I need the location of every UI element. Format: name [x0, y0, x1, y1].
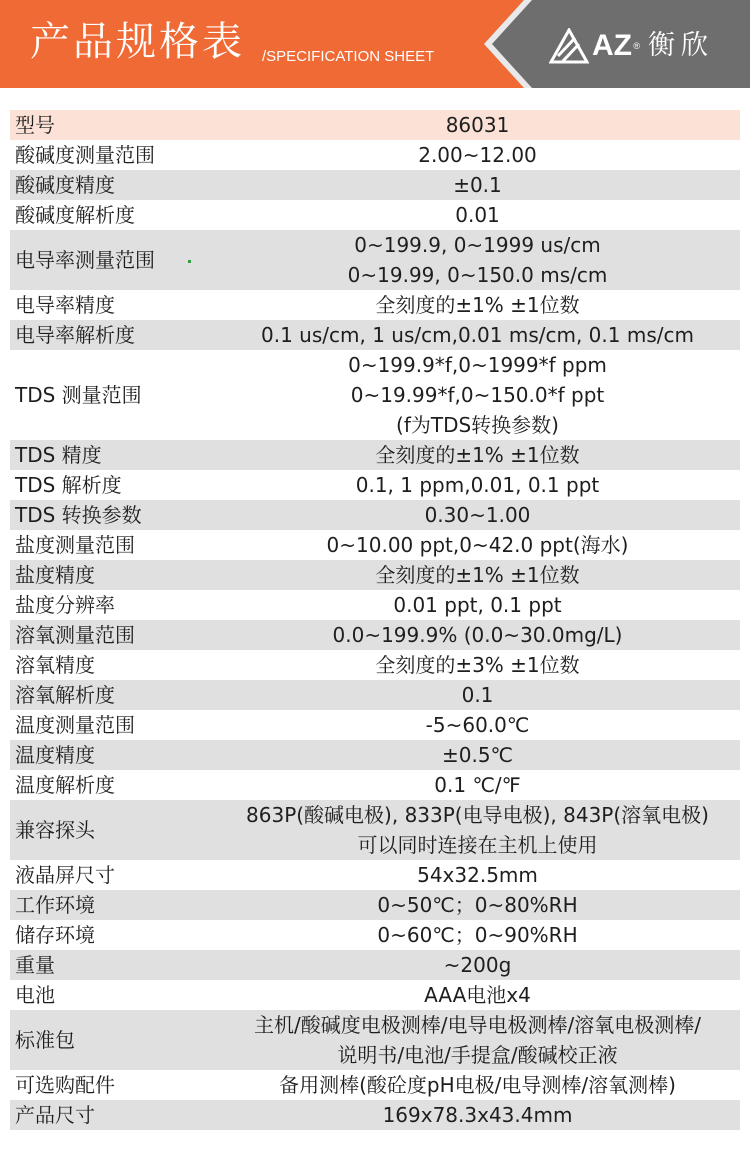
- spec-value: [215, 1070, 740, 1100]
- spec-label: 温度解析度: [15, 773, 115, 797]
- spec-label: 盐度分辨率: [15, 593, 115, 617]
- spec-row: [10, 170, 740, 200]
- spec-row: [10, 350, 740, 440]
- spec-value: [215, 770, 740, 800]
- spec-value-line: 86031: [445, 113, 510, 137]
- spec-label: TDS 精度: [15, 443, 102, 467]
- spec-value-line: 0.1 ℃/℉: [434, 773, 521, 797]
- page-title: 产品规格表: [30, 19, 245, 65]
- spec-row: [10, 710, 740, 740]
- spec-value-line: 说明书/电池/手提盒/酸碱校正液: [337, 1043, 618, 1067]
- spec-value: [215, 860, 740, 890]
- spec-label: 工作环境: [15, 893, 95, 917]
- spec-value-line: 0.01: [455, 203, 500, 227]
- spec-label: 标准包: [15, 1028, 75, 1052]
- spec-value: [215, 800, 740, 860]
- spec-value-line: AAA电池x4: [424, 983, 531, 1007]
- spec-value: [215, 500, 740, 530]
- spec-label: 兼容探头: [15, 818, 95, 842]
- spec-value-line: 0.01 ppt, 0.1 ppt: [393, 593, 562, 617]
- spec-value-line: 0~50℃；0~80%RH: [377, 893, 578, 917]
- spec-value-line: 全刻度的±1% ±1位数: [375, 443, 580, 467]
- spec-value-line: 0.1 us/cm, 1 us/cm,0.01 ms/cm, 0.1 ms/cm: [261, 323, 694, 347]
- spec-value-line: 全刻度的±1% ±1位数: [375, 293, 580, 317]
- spec-value-line: 169x78.3x43.4mm: [382, 1103, 573, 1127]
- spec-row: [10, 800, 740, 860]
- spec-row: [10, 680, 740, 710]
- spec-value-line: 54x32.5mm: [417, 863, 538, 887]
- spec-value: [215, 1100, 740, 1130]
- spec-label: 型号: [15, 113, 55, 137]
- spec-value: [215, 710, 740, 740]
- spec-value: [215, 590, 740, 620]
- spec-row: [10, 440, 740, 470]
- spec-row: [10, 740, 740, 770]
- spec-label: 重量: [15, 953, 55, 977]
- spec-value-line: 863P(酸碱电极), 833P(电导电极), 843P(溶氧电极): [246, 803, 709, 827]
- spec-value-line: (f为TDS转换参数): [396, 413, 559, 437]
- spec-value: [215, 230, 740, 290]
- spec-label: 温度测量范围: [15, 713, 135, 737]
- spec-value: [215, 290, 740, 320]
- spec-label: TDS 测量范围: [15, 383, 142, 407]
- spec-row: [10, 320, 740, 350]
- spec-value: [215, 950, 740, 980]
- spec-label: 储存环境: [15, 923, 95, 947]
- spec-row: [10, 200, 740, 230]
- spec-value-line: 0~19.99*f,0~150.0*f ppt: [350, 383, 605, 407]
- spec-row: [10, 860, 740, 890]
- spec-row: [10, 950, 740, 980]
- spec-label: 盐度测量范围: [15, 533, 135, 557]
- spec-row: [10, 500, 740, 530]
- registered-mark: ®: [633, 41, 640, 51]
- brand-chinese: 衡欣: [648, 30, 714, 61]
- spec-label: 可选购配件: [15, 1073, 115, 1097]
- spec-value: [215, 740, 740, 770]
- spec-value: [215, 920, 740, 950]
- spec-label: 溶氧解析度: [15, 683, 115, 707]
- spec-row: [10, 470, 740, 500]
- spec-value-line: ±0.1: [453, 173, 502, 197]
- spec-value: [215, 110, 740, 140]
- spec-row: [10, 920, 740, 950]
- spec-value: [215, 170, 740, 200]
- spec-value: [215, 140, 740, 170]
- spec-label: TDS 解析度: [15, 473, 122, 497]
- spec-label: 产品尺寸: [15, 1103, 95, 1127]
- spec-value: [215, 650, 740, 680]
- spec-value-line: 0.30~1.00: [424, 503, 531, 527]
- spec-value-line: 0~199.9, 0~1999 us/cm: [354, 233, 601, 257]
- spec-label: 酸碱度精度: [15, 173, 115, 197]
- spec-label: 溶氧测量范围: [15, 623, 135, 647]
- spec-value-line: ±0.5℃: [441, 743, 514, 767]
- spec-value: [215, 980, 740, 1010]
- spec-value-line: 全刻度的±3% ±1位数: [375, 653, 580, 677]
- spec-value-line: 主机/酸碱度电极测棒/电导电极测棒/溶氧电极测棒/: [254, 1013, 701, 1037]
- spec-label: 电导率精度: [15, 293, 115, 317]
- spec-value: [215, 470, 740, 500]
- spec-value-line: 0~60℃；0~90%RH: [377, 923, 578, 947]
- spec-value: [215, 200, 740, 230]
- spec-row: [10, 590, 740, 620]
- spec-value-line: 全刻度的±1% ±1位数: [375, 563, 580, 587]
- spec-value: [215, 680, 740, 710]
- spec-row: [10, 110, 740, 140]
- az-triangle-logo-icon: [549, 28, 589, 64]
- spec-row: [10, 890, 740, 920]
- spec-value: [215, 530, 740, 560]
- spec-row: [10, 530, 740, 560]
- spec-row: [10, 230, 740, 290]
- spec-row: [10, 980, 740, 1010]
- spec-label: 电导率测量范围: [15, 248, 155, 272]
- spec-value-line: 0~10.00 ppt,0~42.0 ppt(海水): [326, 533, 629, 557]
- spec-value-line: 0~199.9*f,0~1999*f ppm: [348, 353, 607, 377]
- spec-label: 电导率解析度: [15, 323, 135, 347]
- spec-row: [10, 1100, 740, 1130]
- spec-label: 盐度精度: [15, 563, 95, 587]
- spec-value: [215, 440, 740, 470]
- spec-label: 电池: [15, 983, 55, 1007]
- spec-row: [10, 620, 740, 650]
- spec-row: [10, 1070, 740, 1100]
- page-subtitle: /SPECIFICATION SHEET: [262, 48, 435, 65]
- spec-label: 溶氧精度: [15, 653, 95, 677]
- spec-value: [215, 320, 740, 350]
- spec-row: [10, 140, 740, 170]
- spec-table: [10, 110, 740, 1130]
- header-banner: [0, 0, 750, 88]
- spec-label: 温度精度: [15, 743, 95, 767]
- spec-value-line: 备用测棒(酸砼度pH电极/电导测棒/溶氧测棒): [279, 1073, 676, 1097]
- spec-label: 酸碱度解析度: [15, 203, 135, 227]
- spec-value-line: 2.00~12.00: [418, 143, 537, 167]
- spec-value: [215, 890, 740, 920]
- spec-row: [10, 560, 740, 590]
- spec-value-line: 0~19.99, 0~150.0 ms/cm: [347, 263, 608, 287]
- spec-row: [10, 650, 740, 680]
- brand-latin: AZ ®: [592, 29, 640, 62]
- spec-value-line: 可以同时连接在主机上使用: [357, 833, 598, 857]
- spec-row: [10, 1010, 740, 1070]
- spec-label: 液晶屏尺寸: [15, 863, 115, 887]
- spec-value-line: 0.1: [461, 683, 494, 707]
- spec-value-line: 0.0~199.9% (0.0~30.0mg/L): [332, 623, 623, 647]
- spec-label: 酸碱度测量范围: [15, 143, 155, 167]
- spec-value: [215, 350, 740, 440]
- spec-row: [10, 290, 740, 320]
- spec-value-line: 0.1, 1 ppm,0.01, 0.1 ppt: [355, 473, 600, 497]
- brand-logo: [549, 28, 714, 64]
- stray-mark: [188, 260, 191, 263]
- spec-row: [10, 770, 740, 800]
- spec-label: TDS 转换参数: [15, 503, 142, 527]
- spec-value: [215, 620, 740, 650]
- spec-value-line: -5~60.0℃: [425, 713, 530, 737]
- spec-value-line: ~200g: [443, 953, 512, 977]
- spec-value: [215, 1010, 740, 1070]
- spec-value: [215, 560, 740, 590]
